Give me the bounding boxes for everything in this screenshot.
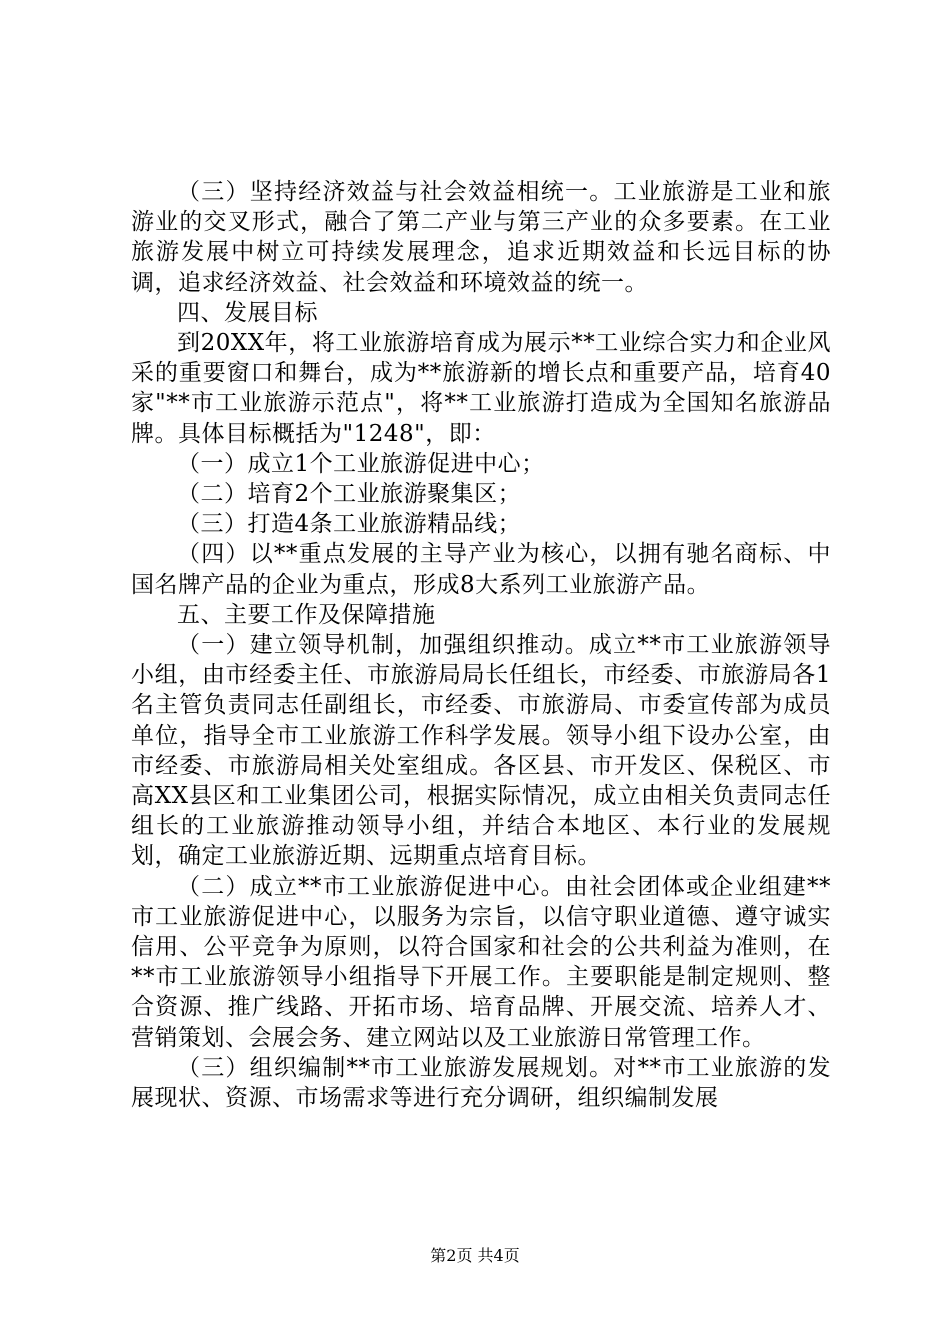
document-body xyxy=(131,177,831,1113)
paragraph-measure-2: （二）成立**市工业旅游促进中心。由社会团体或企业组建**市工业旅游促进中心，以服务为宗旨，以信守职业道德、遵守诚实信用、公平竞争为原则，以符合国家和社会的公共利益为准则，在**市工业旅游领导小组指导下开展工作。主要职能是制定规则、整合资源、推广线路、开拓市场、培育品牌、开展交流、培养人才、营销策划、会展会务、建立网站以及工业旅游日常管理工作。 xyxy=(131,873,831,1051)
paragraph-measure-1: （一）建立领导机制，加强组织推动。成立**市工业旅游领导小组，由市经委主任、市旅游局局长任组长，市经委、市旅游局各1名主管负责同志任副组长，市经委、市旅游局、市委宣传部为成员单位，指导全市工业旅游工作科学发展。领导小组下设办公室，由市经委、市旅游局相关处室组成。各区县、市开发区、保税区、市高XX县区和工业集团公司，根据实际情况，成立由相关负责同志任组长的工业旅游推动领导小组，并结合本地区、本行业的发展规划，确定工业旅游近期、远期重点培育目标。 xyxy=(131,632,831,870)
list-item-goal-2: （二）培育2个工业旅游聚集区； xyxy=(177,481,522,508)
page-footer: 第2页 共4页 xyxy=(430,1246,520,1265)
paragraph-goals-intro: 到20XX年，将工业旅游培育成为展示**工业综合实力和企业风采的重要窗口和舞台，成为**旅游新的增长点和重要产品，培育40家"**市工业旅游示范点"，将**工业旅游打造成为全国知名旅游品牌。具体目标概括为"1248"，即： xyxy=(131,330,831,447)
section-heading-goals: 四、发展目标 xyxy=(177,299,318,326)
paragraph-measure-3: （三）组织编制**市工业旅游发展规划。对**市工业旅游的发展现状、资源、市场需求等进行充分调研，组织编制发展 xyxy=(131,1054,831,1112)
list-item-goal-1: （一）成立1个工业旅游促进中心； xyxy=(177,450,545,477)
section-heading-measures: 五、主要工作及保障措施 xyxy=(177,601,436,628)
paragraph-principle-3: （三）坚持经济效益与社会效益相统一。工业旅游是工业和旅游业的交叉形式，融合了第二产业与第三产业的众多要素。在工业旅游发展中树立可持续发展理念，追求近期效益和长远目标的协调，追求经济效益、社会效益和环境效益的统一。 xyxy=(131,179,831,296)
list-item-goal-4: （四）以**重点发展的主导产业为核心，以拥有驰名商标、中国名牌产品的企业为重点，形成8大系列工业旅游产品。 xyxy=(131,541,831,598)
list-item-goal-3: （三）打造4条工业旅游精品线； xyxy=(177,511,522,538)
